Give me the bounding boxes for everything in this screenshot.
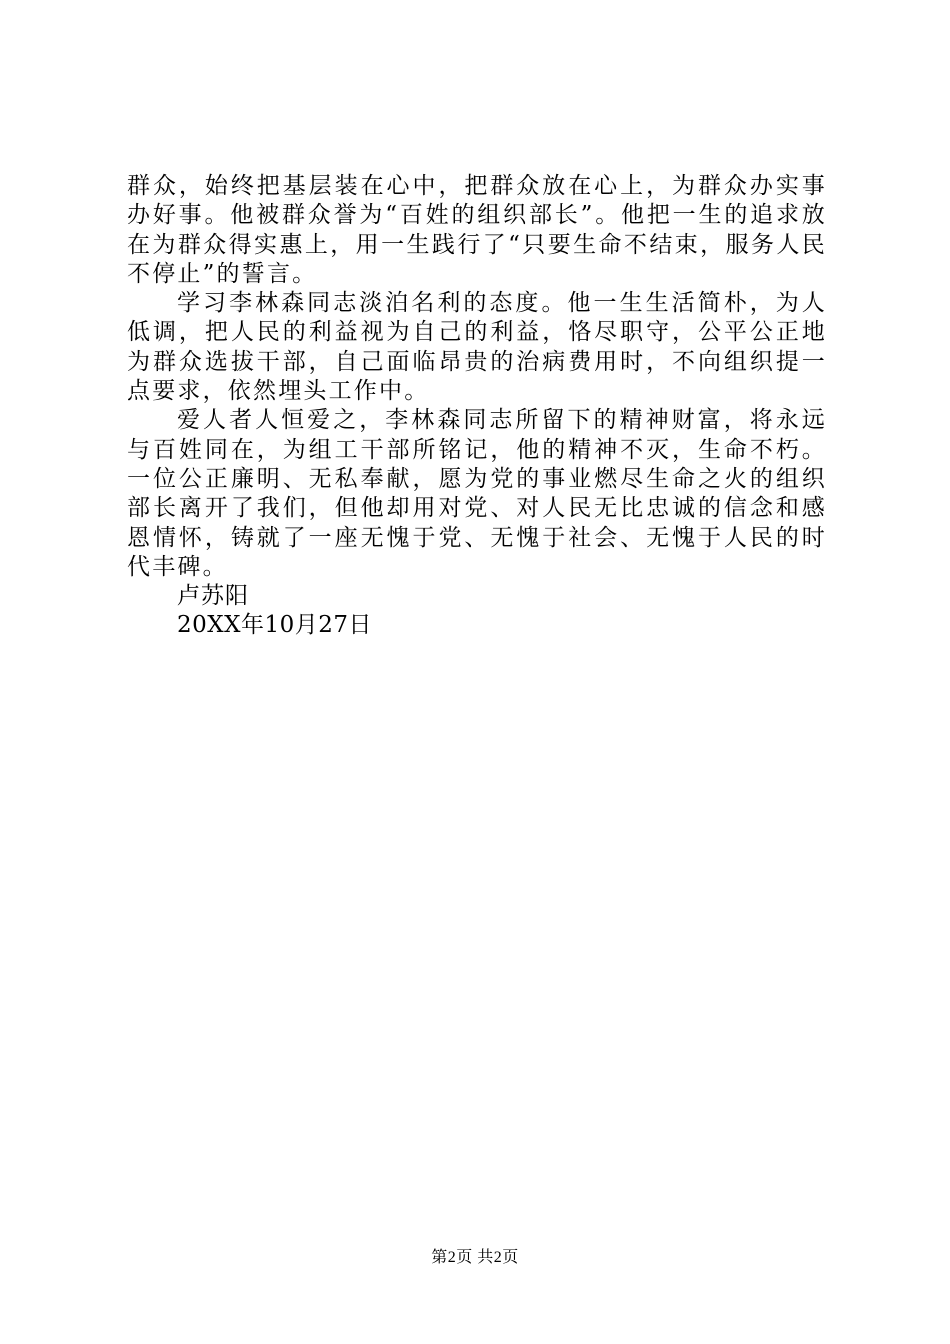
paragraph-continuation: 群众，始终把基层装在心中，把群众放在心上，为群众办实事办好事。他被群众誉为“百姓的组织部长”。他把一生的追求放在为群众得实惠上，用一生践行了“只要生命不结束，服务人民不停止”的誓言。 <box>127 173 827 287</box>
page-number-footer: 第2页 共2页 <box>431 1249 519 1266</box>
paragraph-legacy: 爱人者人恒爱之，李林森同志所留下的精神财富，将永远与百姓同在，为组工干部所铭记，他的精神不灭，生命不朽。一位公正廉明、无私奉献，愿为党的事业燃尽生命之火的组织部长离开了我们，但他却用对党、对人民无比忠诚的信念和感恩情怀，铸就了一座无愧于党、无愧于社会、无愧于人民的时代丰碑。 <box>127 407 827 580</box>
document-body <box>127 172 827 641</box>
paragraph-indifference-to-fame: 学习李林森同志淡泊名利的态度。他一生生活简朴，为人低调，把人民的利益视为自己的利益，恪尽职守，公平公正地为群众选拔干部，自己面临昂贵的治病费用时，不向组织提一点要求，依然埋头工作中。 <box>127 290 827 405</box>
document-date: 20XX年10月27日 <box>177 612 373 639</box>
author-signature: 卢苏阳 <box>177 583 249 610</box>
